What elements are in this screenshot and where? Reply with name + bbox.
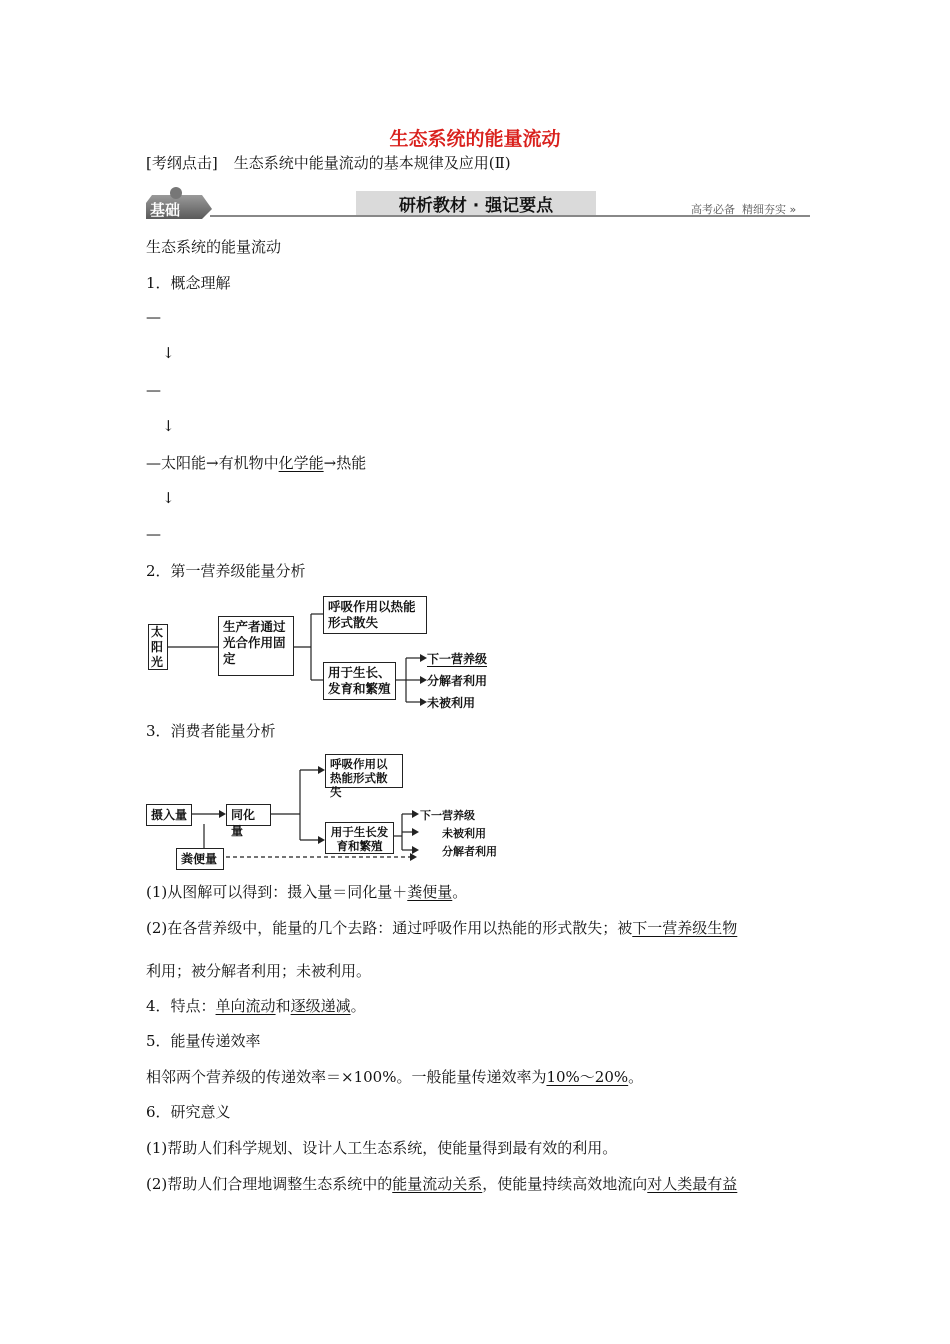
producer-energy-diagram [146,592,506,714]
p2-blank: 下一营养级生物 [632,919,738,937]
s6-l2-mid: ，使能量持续高效地流向 [482,1175,648,1193]
s6-line1: (1)帮助人们科学规划、设计人工生态系统，使能量得到最有效的利用。 [146,1139,618,1157]
section-banner [146,185,814,221]
flow-chemical: 化学能 [278,454,324,472]
respiration-box: 呼吸作用以热能形式散失 [325,754,403,788]
right-arrow-icon: → [206,454,219,472]
s5-line [146,1067,643,1087]
flow-heat: 热能 [336,454,367,472]
down-arrow-icon: ↓ [162,417,175,435]
s1-heading: 1．概念理解 [146,274,231,292]
s6-line2 [146,1174,737,1194]
feces-box: 粪便量 [176,848,224,870]
s6-blank-2: 对人类最有益 [647,1175,738,1193]
unused-label: 未被利用 [442,827,486,840]
page-title: 生态系统的能量流动 [389,128,561,150]
unused-label: 未被利用 [427,696,476,710]
banner-right-text: 高考必备 精细夯实 [691,203,786,216]
growth-box: 用于生长发育和繁殖 [325,822,394,854]
p1-prefix: (1)从图解可以得到：摄入量＝同化量＋ [146,883,408,901]
next-level-label: 下一营养级 [427,652,488,666]
s4-mid: 和 [275,997,291,1015]
decomposer-label: 分解者利用 [427,674,488,688]
banner-heading: 研析教材 · 强记要点 [398,196,554,216]
p2-line1 [146,918,737,938]
p2-line2: 利用；被分解者利用；未被利用。 [146,962,372,980]
s4-line [146,996,366,1016]
s2-heading: 2．第一营养级能量分析 [146,562,306,580]
s6-l2-prefix: (2)帮助人们合理地调整生态系统中的 [146,1175,393,1193]
s6-heading: 6．研究意义 [146,1103,231,1121]
p1-blank: 粪便量 [407,883,453,901]
consumer-energy-diagram [146,752,506,872]
section-title: 生态系统的能量流动 [146,238,282,256]
right-arrow-icon: → [323,454,337,472]
s4-prefix: 4．特点： [146,997,216,1015]
flow-organic: 有机物中 [218,454,279,472]
p2-prefix: (2)在各营养级中，能量的几个去路：通过呼吸作用以热能的形式散失；被 [146,919,633,937]
outline-text: 生态系统中能量流动的基本规律及应用(Ⅱ) [233,154,511,172]
s4-blank-1: 单向流动 [215,997,276,1015]
s1-dash-3: — [146,454,161,472]
sunlight-box: 太阳光 [148,624,168,670]
double-chevron-icon: » [789,203,797,216]
assimilation-box: 同化量 [226,804,271,826]
s5-blank: 10%～20% [546,1068,629,1086]
decomposer-label: 分解者利用 [442,845,497,858]
s5-heading: 5．能量传递效率 [146,1032,261,1050]
s5-prefix: 相邻两个营养级的传递效率＝×100%。一般能量传递效率为 [146,1068,547,1086]
producer-box: 生产者通过光合作用固定 [218,616,294,676]
down-arrow-icon: ↓ [162,489,175,507]
growth-box: 用于生长、发育和繁殖 [323,662,396,700]
s1-dash-4: — [146,525,161,543]
flow-solar: 太阳能 [161,454,207,472]
down-arrow-icon: ↓ [162,344,175,362]
p1-suffix: 。 [452,883,468,901]
banner-tag: 基础 [150,201,181,219]
s1-flow-line [146,453,366,473]
s5-suffix: 。 [628,1068,644,1086]
s1-dash-2: — [146,381,161,399]
banner-right [691,201,796,217]
outline-line [146,153,511,173]
s1-dash-1: — [146,308,161,326]
next-level-label: 下一营养级 [420,809,475,822]
s4-suffix: 。 [350,997,366,1015]
s6-blank-1: 能量流动关系 [392,1175,483,1193]
s3-heading: 3．消费者能量分析 [146,722,276,740]
p1 [146,882,467,902]
intake-box: 摄入量 [146,804,192,826]
respiration-box: 呼吸作用以热能形式散失 [323,596,427,634]
outline-label: [考纲点击] [146,154,218,172]
s4-blank-2: 逐级递减 [290,997,351,1015]
